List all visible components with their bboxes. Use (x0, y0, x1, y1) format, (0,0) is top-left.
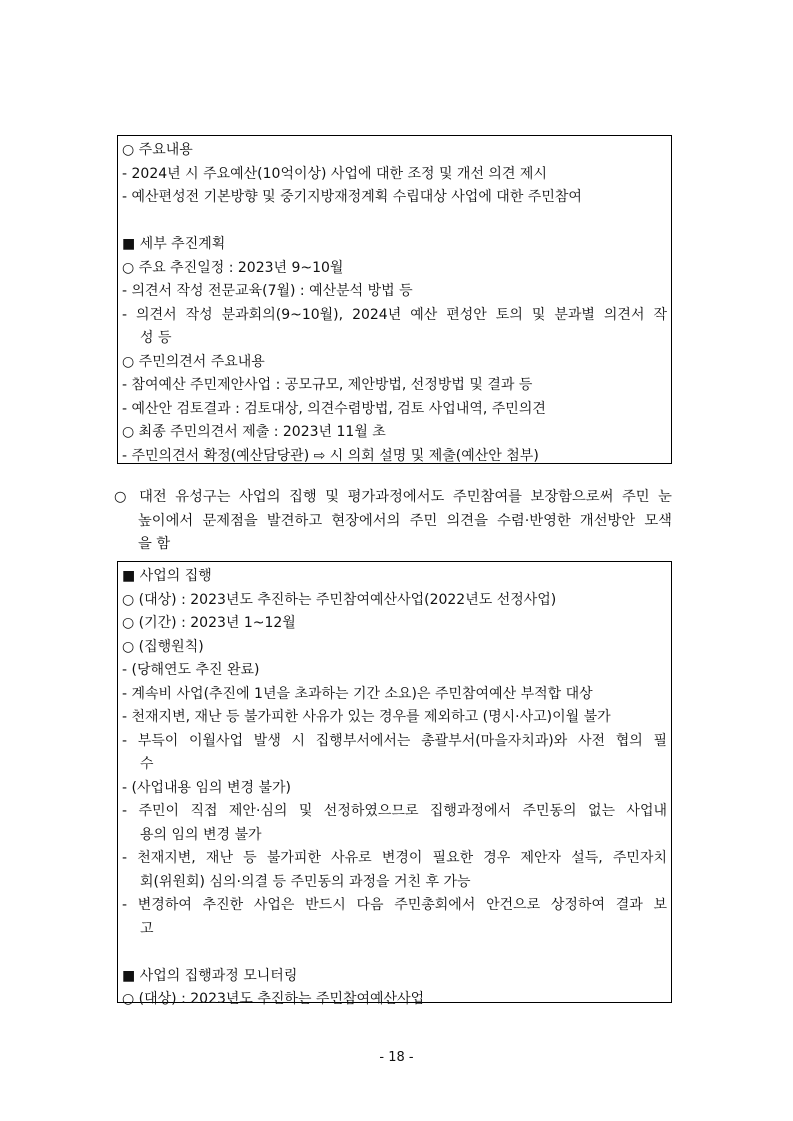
text-line: - 변경하여 추진한 사업은 반드시 다음 주민총회에서 안건으로 상정하여 결과 보 (122, 897, 667, 913)
body-paragraph (114, 486, 672, 557)
section-heading: ■ 사업의 집행 (122, 568, 212, 584)
blank-line (122, 941, 667, 965)
text-line: - 예산안 검토결과 : 검토대상, 의견수렴방법, 검토 사업내역, 주민의견 (122, 400, 546, 417)
text-line: - 예산편성전 기본방향 및 중기지방재정계획 수립대상 사업에 대한 주민참여 (122, 189, 582, 205)
text-line: - 의견서 작성 전문교육(7월) : 예산분석 방법 등 (122, 283, 413, 299)
paragraph-line: 을 함 (138, 536, 171, 552)
section-heading: ■ 사업의 집행과정 모니터링 (122, 967, 298, 984)
text-line: ○ (대상) : 2023년도 추진하는 주민참여예산사업 (122, 991, 425, 1007)
page-number: - 18 - (379, 1050, 414, 1065)
execution-content-box (117, 561, 672, 1007)
paragraph-line: 높이에서 문제점을 발견하고 현장에서의 주민 의견을 수렴·반영한 개선방안 모색 (138, 512, 672, 529)
text-line: - (당해연도 추진 완료) (122, 662, 260, 678)
text-line: - 주민이 직접 제안·심의 및 선정하였으므로 집행과정에서 주민동의 없는 사업내 (122, 803, 667, 819)
text-line: - 주민의견서 확정(예산담당관) ⇨ 시 의회 설명 및 제출(예산안 첨부) (122, 447, 539, 464)
section-heading: ■ 세부 추진계획 (122, 236, 226, 252)
text-line-continuation: 수 (140, 756, 154, 772)
main-content-box (117, 135, 672, 464)
text-line: ○ (대상) : 2023년도 추진하는 주민참여예산사업(2022년도 선정사업) (122, 591, 557, 608)
text-line: ○ 주요 추진일정 : 2023년 9~10월 (122, 259, 344, 276)
section-heading: ○ 주민의견서 주요내용 (122, 353, 265, 370)
text-line: - 2024년 시 주요예산(10억이상) 사업에 대한 조정 및 개선 의견 제시 (122, 165, 547, 182)
paragraph-line: ○ 대전 유성구는 사업의 집행 및 평가과정에서도 주민참여를 보장함으로써 주민 눈 (114, 489, 672, 505)
text-line: - 천재지변, 재난 등 불가피한 사유로 변경이 필요한 경우 제안자 설득, 주민자치 (122, 850, 667, 866)
text-line: ○ (집행원칙) (122, 638, 204, 655)
text-line: - 참여예산 주민제안사업 : 공모규모, 제안방법, 선정방법 및 결과 등 (122, 377, 533, 393)
blank-line (122, 210, 667, 234)
text-line-continuation: 성 등 (140, 330, 172, 346)
text-line-continuation: 고 (140, 920, 154, 937)
text-line: - 천재지변, 재난 등 불가피한 사유가 있는 경우를 제외하고 (명시·사고)이월 불가 (122, 709, 611, 725)
text-line: - (사업내용 임의 변경 불가) (122, 779, 292, 796)
section-heading: ○ 주요내용 (122, 142, 193, 158)
text-line: - 부득이 이월사업 발생 시 집행부서에서는 총괄부서(마을자치과)와 사전 협의 필 (122, 732, 667, 749)
text-line: ○ (기간) : 2023년 1~12월 (122, 615, 296, 631)
text-line: - 의견서 작성 분과회의(9~10월), 2024년 예산 편성안 토의 및 분과별 의견서 작 (122, 306, 667, 323)
text-line: - 계속비 사업(추진에 1년을 초과하는 기간 소요)은 주민참여예산 부적합 대상 (122, 685, 593, 702)
text-line: ○ 최종 주민의견서 제출 : 2023년 11월 초 (122, 424, 386, 440)
text-line-continuation: 용의 임의 변경 불가 (140, 826, 262, 843)
text-line-continuation: 회(위원회) 심의·의결 등 주민동의 과정을 거친 후 가능 (140, 873, 471, 890)
